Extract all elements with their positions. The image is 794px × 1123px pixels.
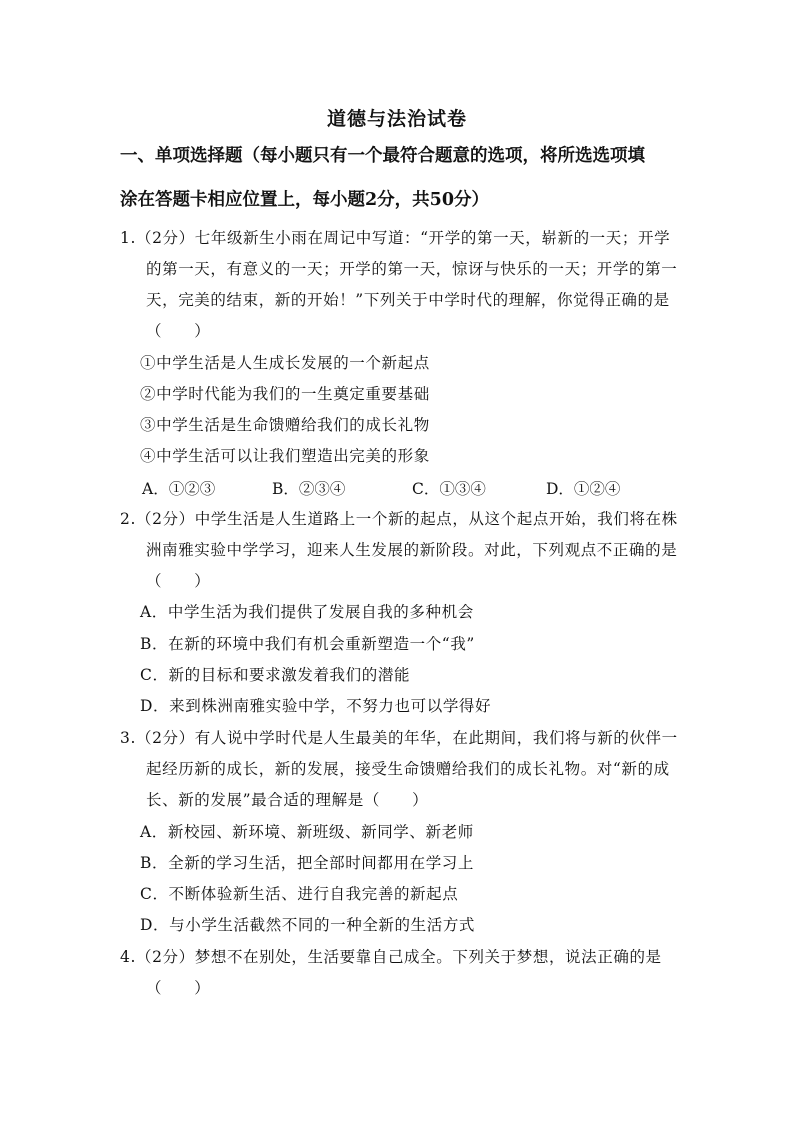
statement-item: ④中学生活可以让我们塑造出完美的形象 — [140, 447, 430, 465]
statement-item: ①中学生活是人生成长发展的一个新起点 — [140, 354, 430, 372]
choice-d: D．①②④ — [546, 480, 621, 498]
question-stem-line: 2.（2分）中学生活是人生道路上一个新的起点，从这个起点开始，我们将在株 — [120, 510, 678, 528]
question-stem-line: 起经历新的成长，新的发展，接受生命馈赠给我们的成长礼物。对“新的成 — [146, 760, 670, 778]
choice-c: C．①③④ — [412, 480, 486, 498]
question-stem-line: 1.（2分）七年级新生小雨在周记中写道：“开学的第一天，崭新的一天；开学 — [120, 229, 671, 247]
page-title: 道德与法治试卷 — [326, 108, 467, 130]
option-a: A．中学生活为我们提供了发展自我的多种机会 — [140, 603, 474, 621]
section-heading-line-2: 涂在答题卡相应位置上，每小题2分，共50分） — [120, 190, 490, 210]
option-d: D．与小学生活截然不同的一种全新的生活方式 — [140, 916, 476, 934]
option-b: B．在新的环境中我们有机会重新塑造一个“我” — [140, 635, 475, 653]
question-stem-line: 洲南雅实验中学学习，迎来人生发展的新阶段。对此，下列观点不正确的是 — [146, 541, 678, 559]
option-d: D．来到株洲南雅实验中学，不努力也可以学得好 — [140, 697, 492, 715]
statement-item: ③中学生活是生命馈赠给我们的成长礼物 — [140, 416, 430, 434]
choice-a: A．①②③ — [142, 480, 216, 498]
section-heading-line-1: 一、单项选择题（每小题只有一个最符合题意的选项，将所选选项填 — [120, 146, 645, 166]
question-stem-line: 天，完美的结束，新的开始！”下列关于中学时代的理解，你觉得正确的是 — [146, 291, 670, 309]
answer-blank: （ ） — [146, 572, 211, 590]
question-stem-line: 4.（2分）梦想不在别处，生活要靠自己成全。下列关于梦想，说法正确的是 — [120, 948, 662, 966]
option-a: A．新校园、新环境、新班级、新同学、新老师 — [140, 823, 474, 841]
option-c: C．不断体验新生活、进行自我完善的新起点 — [140, 885, 459, 903]
option-b: B．全新的学习生活，把全部时间都用在学习上 — [140, 854, 474, 872]
question-stem-line: 长、新的发展”最合适的理解是（ ） — [146, 791, 429, 809]
answer-blank: （ ） — [146, 979, 211, 997]
question-stem-line: 的第一天，有意义的一天；开学的第一天，惊讶与快乐的一天；开学的第一 — [146, 260, 678, 278]
answer-blank: （ ） — [146, 322, 211, 340]
question-stem-line: 3.（2分）有人说中学时代是人生最美的年华，在此期间，我们将与新的伙伴一 — [120, 729, 678, 747]
option-c: C．新的目标和要求激发着我们的潜能 — [140, 666, 411, 684]
statement-item: ②中学时代能为我们的一生奠定重要基础 — [140, 385, 430, 403]
choice-b: B．②③④ — [272, 480, 346, 498]
